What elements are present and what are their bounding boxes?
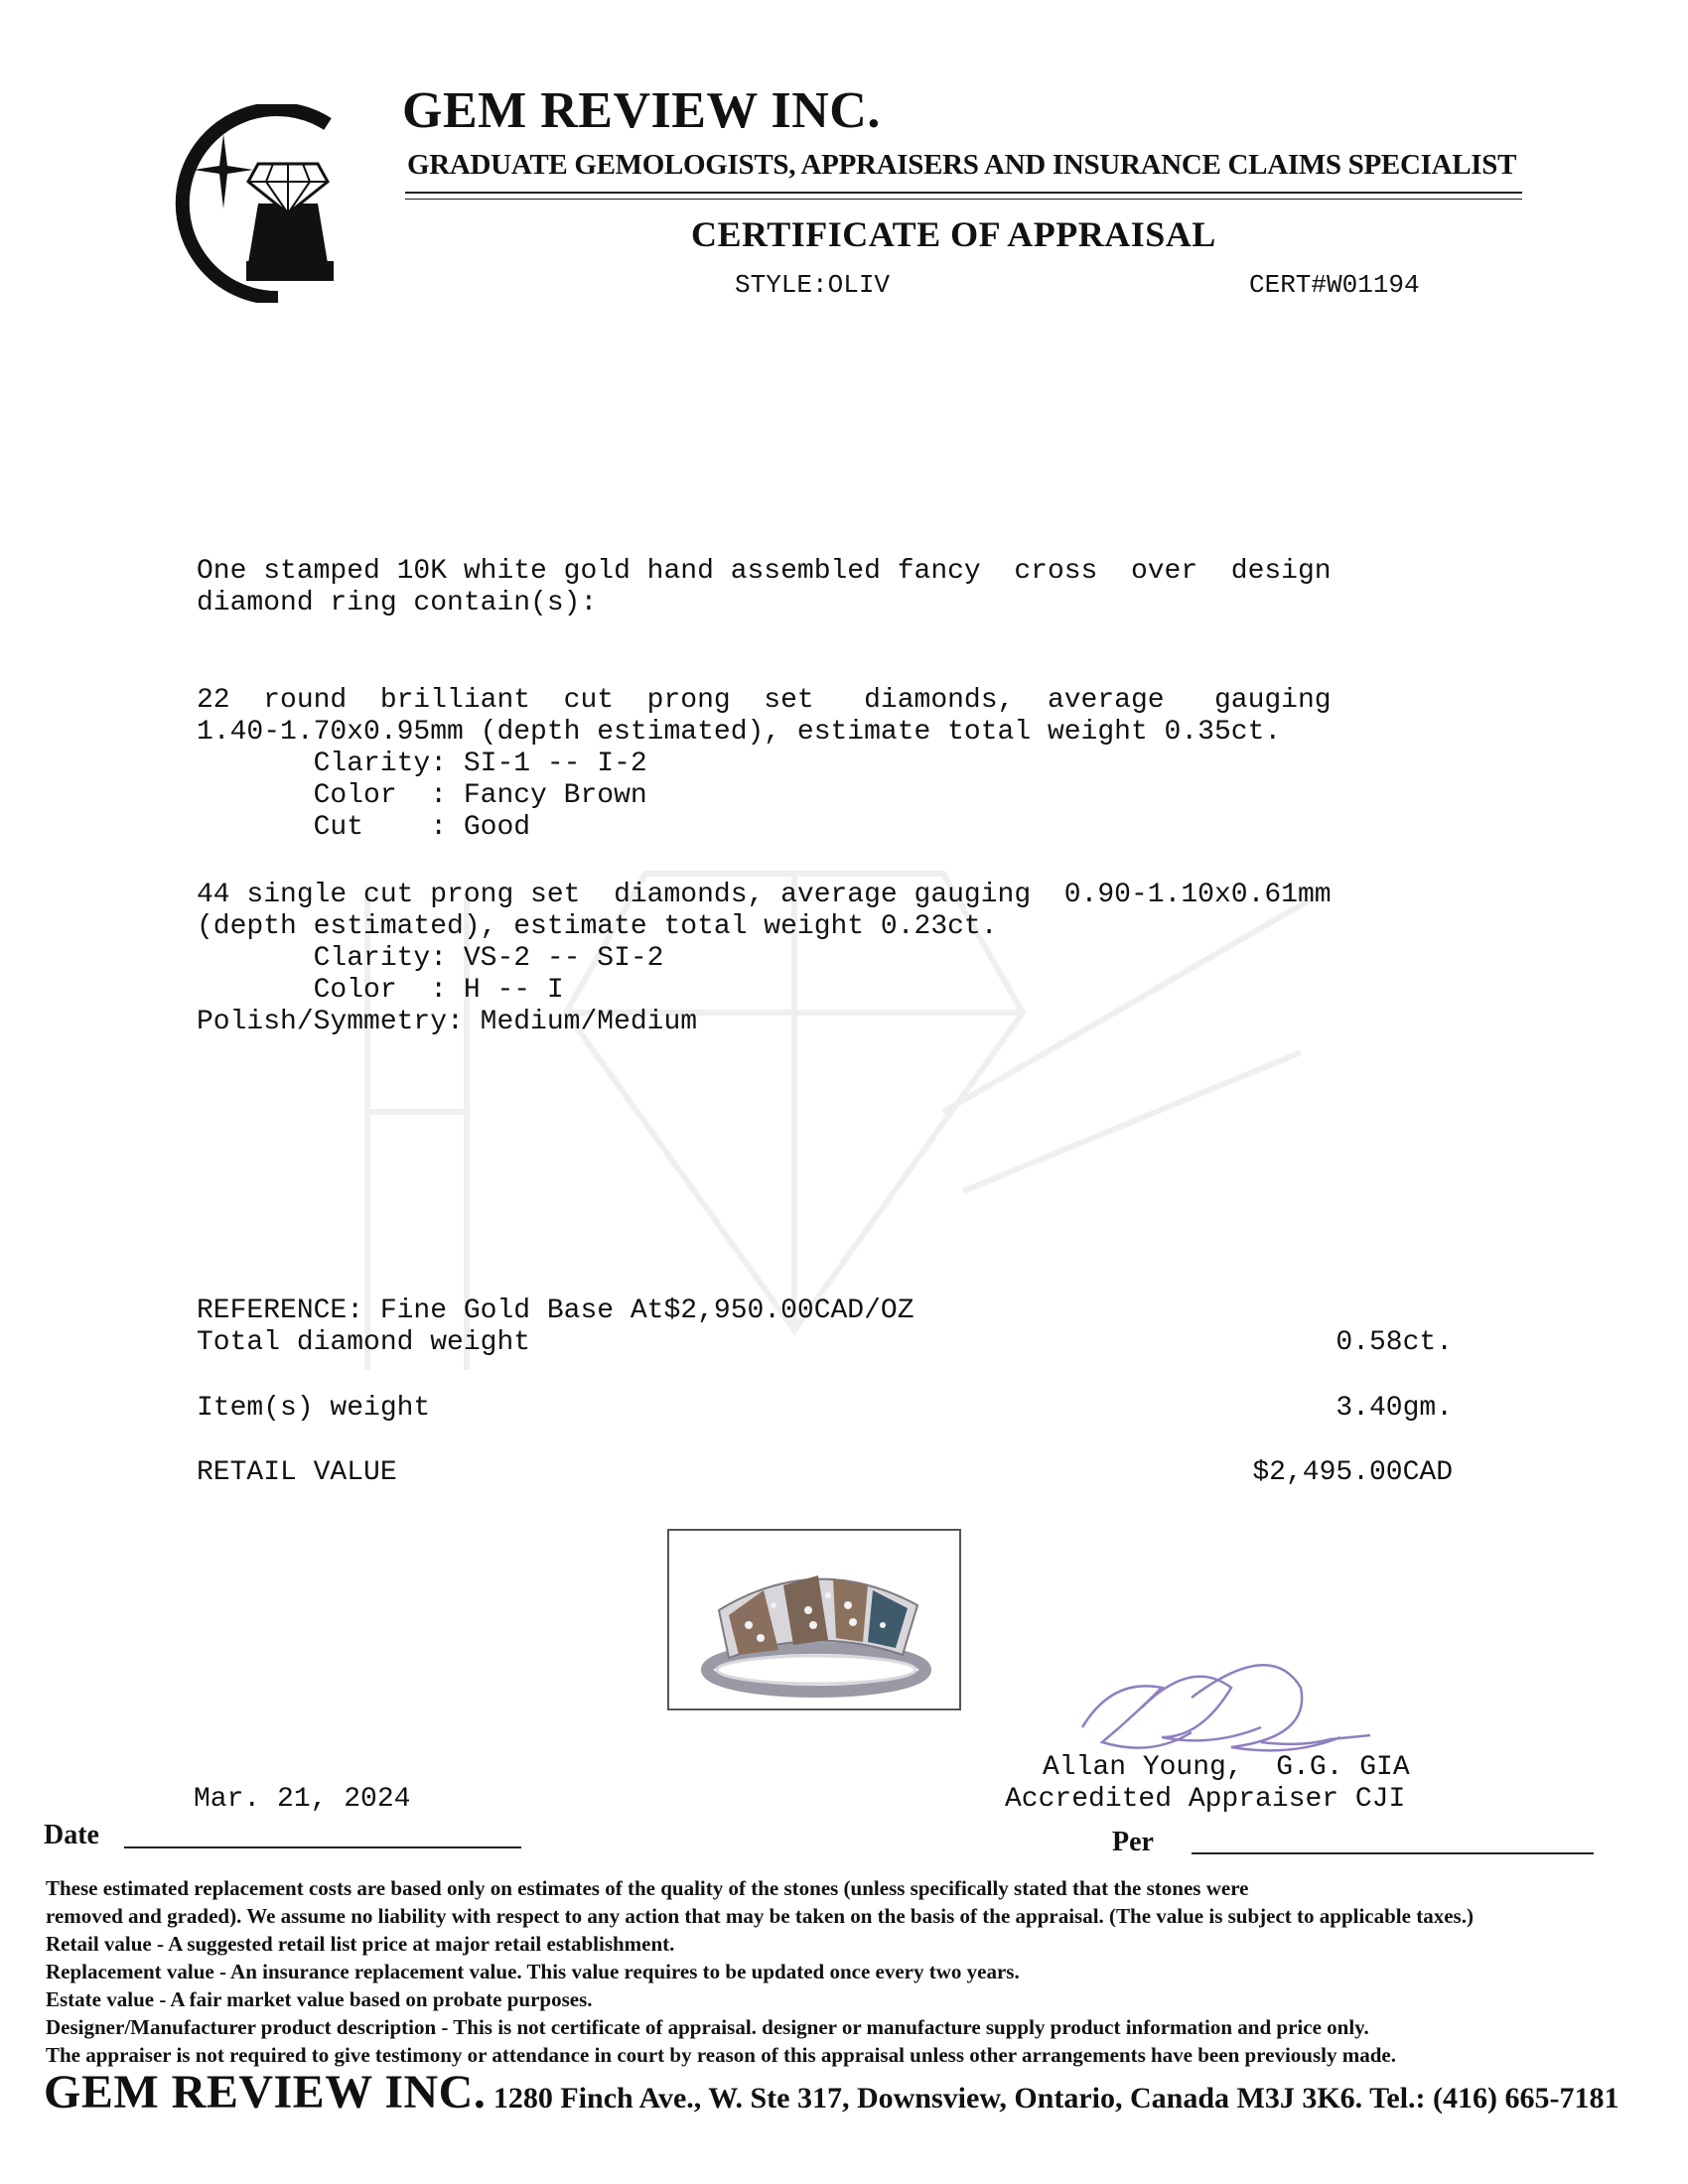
disclaimer-line: Retail value - A suggested retail list price at major retail establishment. (46, 1932, 675, 1956)
appraisal-date: Mar. 21, 2024 (194, 1784, 411, 1815)
diamond-ring-photo (669, 1531, 959, 1708)
diamond-group-round-brilliant: 22 round brilliant cut prong set diamonds, average gauging 1.40-1.70x0.95mm (depth estimated), estimate total weight 0.35ct. Clarity: SI-1 -- I-2 Color : Fancy Brown Cut : Good (197, 685, 1332, 843)
date-label: Date (44, 1820, 99, 1850)
footer-company-name: GEM REVIEW INC. (44, 2066, 487, 2118)
disclaimer-line: Estate value - A fair market value based on probate purposes. (46, 1987, 593, 2011)
disclaimer-line: The appraiser is not required to give testimony or attendance in court by reason of this appraisal unless other arrangements have been previously made. (46, 2043, 1396, 2067)
total-diamond-weight-value: 0.58ct. (1336, 1327, 1453, 1358)
gem-review-logo (149, 104, 348, 303)
item-weight-label: Item(s) weight (197, 1393, 431, 1424)
footer (44, 2065, 1619, 2119)
disclaimers (46, 1874, 1654, 2069)
per-label: Per (1112, 1827, 1154, 1857)
disclaimer-line: These estimated replacement costs are based only on estimates of the quality of the stones (unless specifically stated that the stones were (46, 1876, 1249, 1900)
disclaimer-line: Replacement value - An insurance replacement value. This value requires to be updated once every two years. (46, 1960, 1020, 1983)
disclaimer-line: removed and graded). We assume no liability with respect to any action that may be taken on the basis of the appraisal. (The value is subject to applicable taxes.) (46, 1904, 1474, 1928)
retail-value-label: RETAIL VALUE (197, 1457, 397, 1488)
disclaimer-line: Designer/Manufacturer product description - This is not certificate of appraisal. designer or manufacture supply product information and price only. (46, 2015, 1369, 2039)
handwritten-signature (1072, 1648, 1390, 1767)
per-signature-line (1192, 1852, 1594, 1854)
company-name: GEM REVIEW INC. (402, 82, 881, 139)
date-signature-line (124, 1846, 521, 1848)
item-description: One stamped 10K white gold hand assembled fancy cross over design diamond ring contain(s): (197, 556, 1332, 618)
company-tagline: GRADUATE GEMOLOGISTS, APPRAISERS AND INSURANCE CLAIMS SPECIALIST (407, 149, 1517, 181)
item-weight-value: 3.40gm. (1336, 1393, 1453, 1424)
certificate-title: CERTIFICATE OF APPRAISAL (691, 214, 1216, 254)
header-divider-thin (405, 199, 1522, 200)
diamond-group-single-cut: 44 single cut prong set diamonds, average gauging 0.90-1.10x0.61mm (depth estimated), estimate total weight 0.23ct. Clarity: VS-2 -- SI-2 Color : H -- I Polish/Symmetry: Medium/Medium (197, 880, 1332, 1037)
certificate-number: CERT#W01194 (1249, 270, 1420, 300)
header-divider (405, 192, 1522, 194)
appraiser-title: Accredited Appraiser CJI (1005, 1784, 1406, 1815)
total-diamond-weight-label: Total diamond weight (197, 1327, 531, 1358)
retail-value-amount: $2,495.00CAD (1252, 1457, 1453, 1488)
style-code: STYLE:OLIV (735, 270, 891, 300)
gold-reference: REFERENCE: Fine Gold Base At$2,950.00CAD/OZ (197, 1296, 914, 1326)
photo-frame (667, 1529, 961, 1710)
appraiser-name: Allan Young, G.G. GIA (1043, 1752, 1410, 1783)
footer-address: 1280 Finch Ave., W. Ste 317, Downsview, Ontario, Canada M3J 3K6. Tel.: (416) 665-7181 (486, 2082, 1619, 2115)
